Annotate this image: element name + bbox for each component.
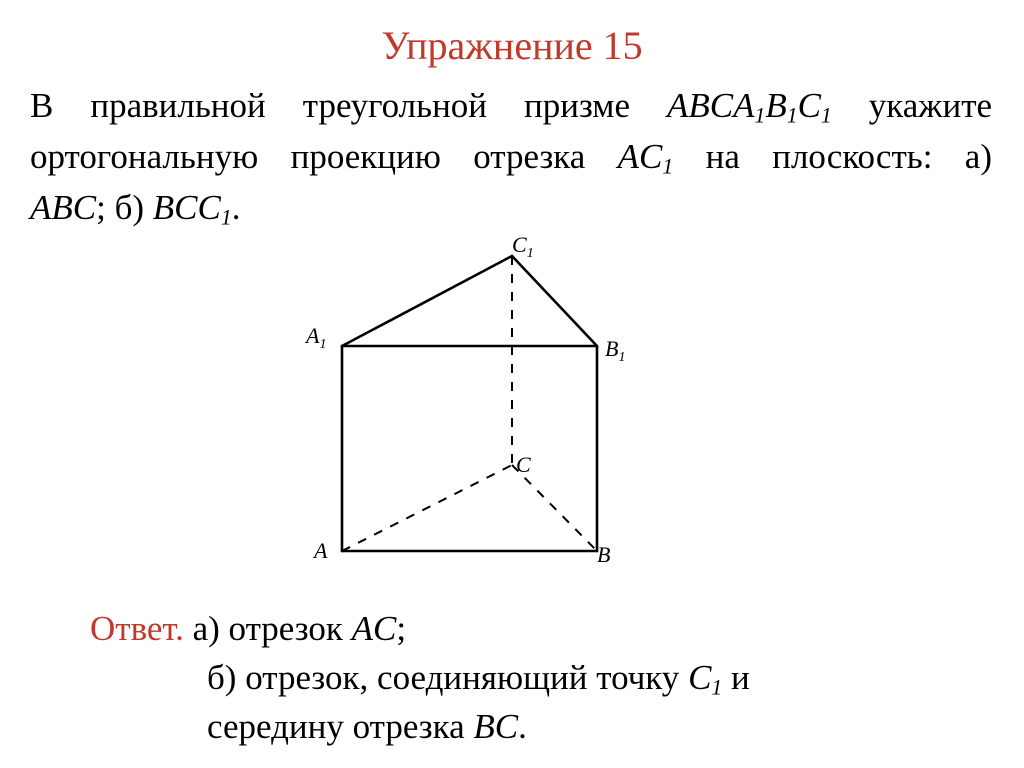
- edge-c-b-hidden: [512, 465, 597, 551]
- problem-text: ; б): [96, 188, 145, 227]
- page-title: Упражнение 15: [381, 23, 643, 68]
- answer-line-a: Ответ. а) отрезок AC;: [90, 609, 407, 648]
- answer-line-c: середину отрезка BC.: [207, 707, 527, 746]
- edge-a-c-hidden: [342, 465, 512, 551]
- vertex-label-c: C: [516, 452, 531, 477]
- problem-text: укажите: [868, 86, 993, 125]
- answer-line-b: [90, 653, 750, 702]
- problem-statement: [30, 80, 992, 233]
- vertex-label-a: A: [314, 538, 328, 563]
- problem-text: ортогональную проекцию отрезка: [30, 137, 586, 176]
- answer-segment: BC: [473, 707, 519, 746]
- prism-diagram: [300, 228, 660, 573]
- edge-c1-b1: [512, 256, 597, 346]
- problem-line-3: ABC; б) $BCC_1$.: [30, 188, 241, 230]
- segment-name: $AC_1$: [617, 137, 674, 179]
- problem-line-2: [30, 131, 992, 182]
- answer-point: $C_1$: [688, 658, 723, 700]
- problem-text: В правильной треугольной призме: [30, 86, 630, 125]
- prism-name: $ABCA_1B_1C_1$: [667, 86, 832, 128]
- answer-segment: AC: [351, 609, 397, 648]
- vertex-label-b: B: [597, 542, 611, 567]
- answer-text: б) отрезок, соединяющий точку: [207, 658, 680, 697]
- answer-text: середину отрезка: [207, 707, 465, 746]
- problem-text: на плоскость: а): [705, 137, 992, 176]
- answer-label: Ответ.: [90, 609, 184, 648]
- vertex-label-a1: $A_1$: [306, 323, 327, 352]
- plane-name: $BCC_1$: [152, 188, 232, 230]
- answer-text: а) отрезок: [192, 609, 343, 648]
- answer-block: [90, 604, 750, 751]
- vertex-label-b1: $B_1$: [605, 336, 626, 365]
- edge-a1-c1: [342, 256, 512, 346]
- answer-text: и: [731, 658, 750, 697]
- vertex-label-c1: $C_1$: [512, 232, 534, 261]
- problem-line-1: [30, 80, 992, 131]
- plane-name: ABC: [30, 188, 97, 227]
